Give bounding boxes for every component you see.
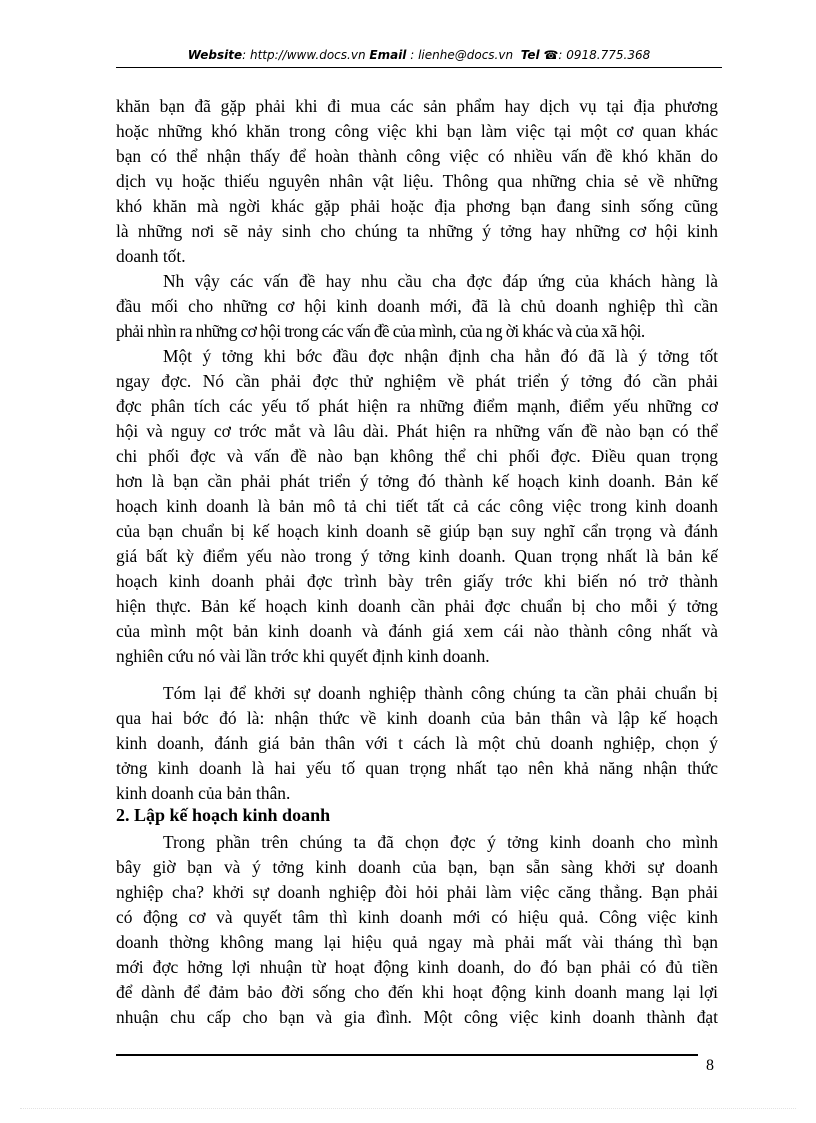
section-heading: 2. Lập kế hoạch kinh doanh xyxy=(116,805,331,825)
text-line: của bạn chuẩn bị kế hoạch kinh doanh sẽ giúp bạn suy nghĩ cẩn trọng và đánh xyxy=(116,521,718,541)
text-line: hơn là bạn cần phải phát triển ý tởng đó thành kế hoạch kinh doanh. Bản kế xyxy=(116,471,718,491)
page-header xyxy=(116,44,722,66)
text-line: đầu mối cho những cơ hội kinh doanh mới, đã là chủ doanh nghiệp thì cần xyxy=(116,296,718,316)
text-line: bây giờ bạn và ý tởng kinh doanh của bạn, bạn sẵn sàng khởi sự doanh xyxy=(116,857,718,877)
phone-number: ☎: 0918.775.368 xyxy=(543,48,651,62)
page-edge-divider xyxy=(20,1108,796,1109)
footer-rule xyxy=(116,1054,698,1056)
page-number: 8 xyxy=(706,1057,714,1074)
text-line: nghiệp cha? khởi sự doanh nghiệp đòi hỏi phải làm việc căng thẳng. Bạn phải xyxy=(116,882,718,902)
text-line: doanh tốt. xyxy=(116,246,186,266)
text-line: đợc phân tích các yếu tố phát hiện ra những điểm mạnh, điểm yếu những cơ xyxy=(116,396,718,416)
text-line: hoạch kinh doanh phải đợc trình bày trên giấy trớc khi biến nó trở thành xyxy=(116,571,718,591)
text-line: Tóm lại để khởi sự doanh nghiệp thành công chúng ta cần phải chuẩn bị xyxy=(163,683,718,703)
text-line: giá bất kỳ điểm yếu nào trong ý tởng kinh doanh. Quan trọng nhất là bản kế xyxy=(116,546,718,566)
text-line: mới đợc hởng lợi nhuận từ hoạt động kinh doanh, do đó bạn phải có đủ tiền xyxy=(116,957,718,977)
text-line: hội và nguy cơ trớc mắt và lâu dài. Phát hiện ra những vấn đề nào bạn có thể xyxy=(116,421,718,441)
website-url: : http://www.docs.vn xyxy=(242,48,366,62)
text-line: chi phối đợc và vấn đề nào bạn không thể chi phối đợc. Điều quan trọng xyxy=(116,446,718,466)
text-line: dịch vụ hoặc thiếu nguyên nhân vật liệu. Thông qua những chia sẻ về những xyxy=(116,171,718,191)
paragraph-5 xyxy=(116,830,718,1030)
text-line: để dành để đảm bảo đời sống cho đến khi hoạt động kinh doanh mang lại lợi xyxy=(116,982,718,1002)
email-address: : lienhe@docs.vn xyxy=(406,48,514,62)
text-line: phải nhìn ra những cơ hội trong các vấn đề của mình, của ng ời khác và của xã hội. xyxy=(116,321,645,341)
header-rule xyxy=(116,67,722,68)
website-label: Website xyxy=(187,48,243,62)
paragraph-1 xyxy=(116,94,718,269)
text-line: qua hai bớc đó là: nhận thức về kinh doanh của bản thân và lập kế hoạch xyxy=(116,708,718,728)
text-line: tởng kinh doanh là hai yếu tố quan trọng nhất tạo nên khả năng nhận thức xyxy=(116,758,718,778)
text-line: hiện thực. Bản kế hoạch kinh doanh cần phải đợc chuẩn bị cho mỗi ý tởng xyxy=(116,596,718,616)
text-line: hoặc những khó khăn trong công việc khi bạn làm việc tại một cơ quan khác xyxy=(116,121,718,141)
text-line: khó khăn mà ngời khác gặp phải hoặc địa phơng bạn đang sinh sống cũng xyxy=(116,196,718,216)
paragraph-3 xyxy=(116,344,718,669)
text-line: nghiên cứu nó vài lần trớc khi quyết định kinh doanh. xyxy=(116,646,490,666)
text-line: kinh doanh, đánh giá bản thân với t cách là một chủ doanh nghiệp, chọn ý xyxy=(116,733,718,753)
text-line: bạn có thể nhận thấy để hoàn thành công việc có nhiều vấn đề khó khăn do xyxy=(116,146,718,166)
text-line: của mình một bản kinh doanh và đánh giá xem cái nào thành công nhất và xyxy=(116,621,718,641)
text-line: Nh vậy các vấn đề hay nhu cầu cha đợc đáp ứng của khách hàng là xyxy=(163,271,718,291)
text-line: hoạch kinh doanh là bản mô tả chi tiết tất cả các công việc trong kinh doanh xyxy=(116,496,718,516)
text-line: khăn bạn đã gặp phải khi đi mua các sản phẩm hay dịch vụ tại địa phương xyxy=(116,96,718,116)
text-line: doanh thờng không mang lại hiệu quả ngay mà phải mất vài tháng thì bạn xyxy=(116,932,718,952)
paragraph-2 xyxy=(116,269,718,344)
text-line: Một ý tởng khi bớc đầu đợc nhận định cha hẳn đó đã là ý tởng tốt xyxy=(163,346,718,366)
paragraph-4 xyxy=(116,681,718,806)
email-label: Email xyxy=(369,48,407,62)
text-line: ngay đợc. Nó cần phải đợc thử nghiệm về phát triển ý tởng đó cần phải xyxy=(116,371,718,391)
text-line: là những nơi sẽ nảy sinh cho chúng ta những ý tởng hay những cơ hội kinh xyxy=(116,221,718,241)
text-line: có động cơ và quyết tâm thì kinh doanh mới có hiệu quả. Công việc kinh xyxy=(116,907,718,927)
text-line: Trong phần trên chúng ta đã chọn đợc ý tởng kinh doanh cho mình xyxy=(163,832,718,852)
text-line: nhuận chu cấp cho bạn và gia đình. Một công việc kinh doanh thành đạt xyxy=(116,1007,718,1027)
text-line: kinh doanh của bản thân. xyxy=(116,783,291,803)
tel-label: Tel xyxy=(520,48,540,62)
